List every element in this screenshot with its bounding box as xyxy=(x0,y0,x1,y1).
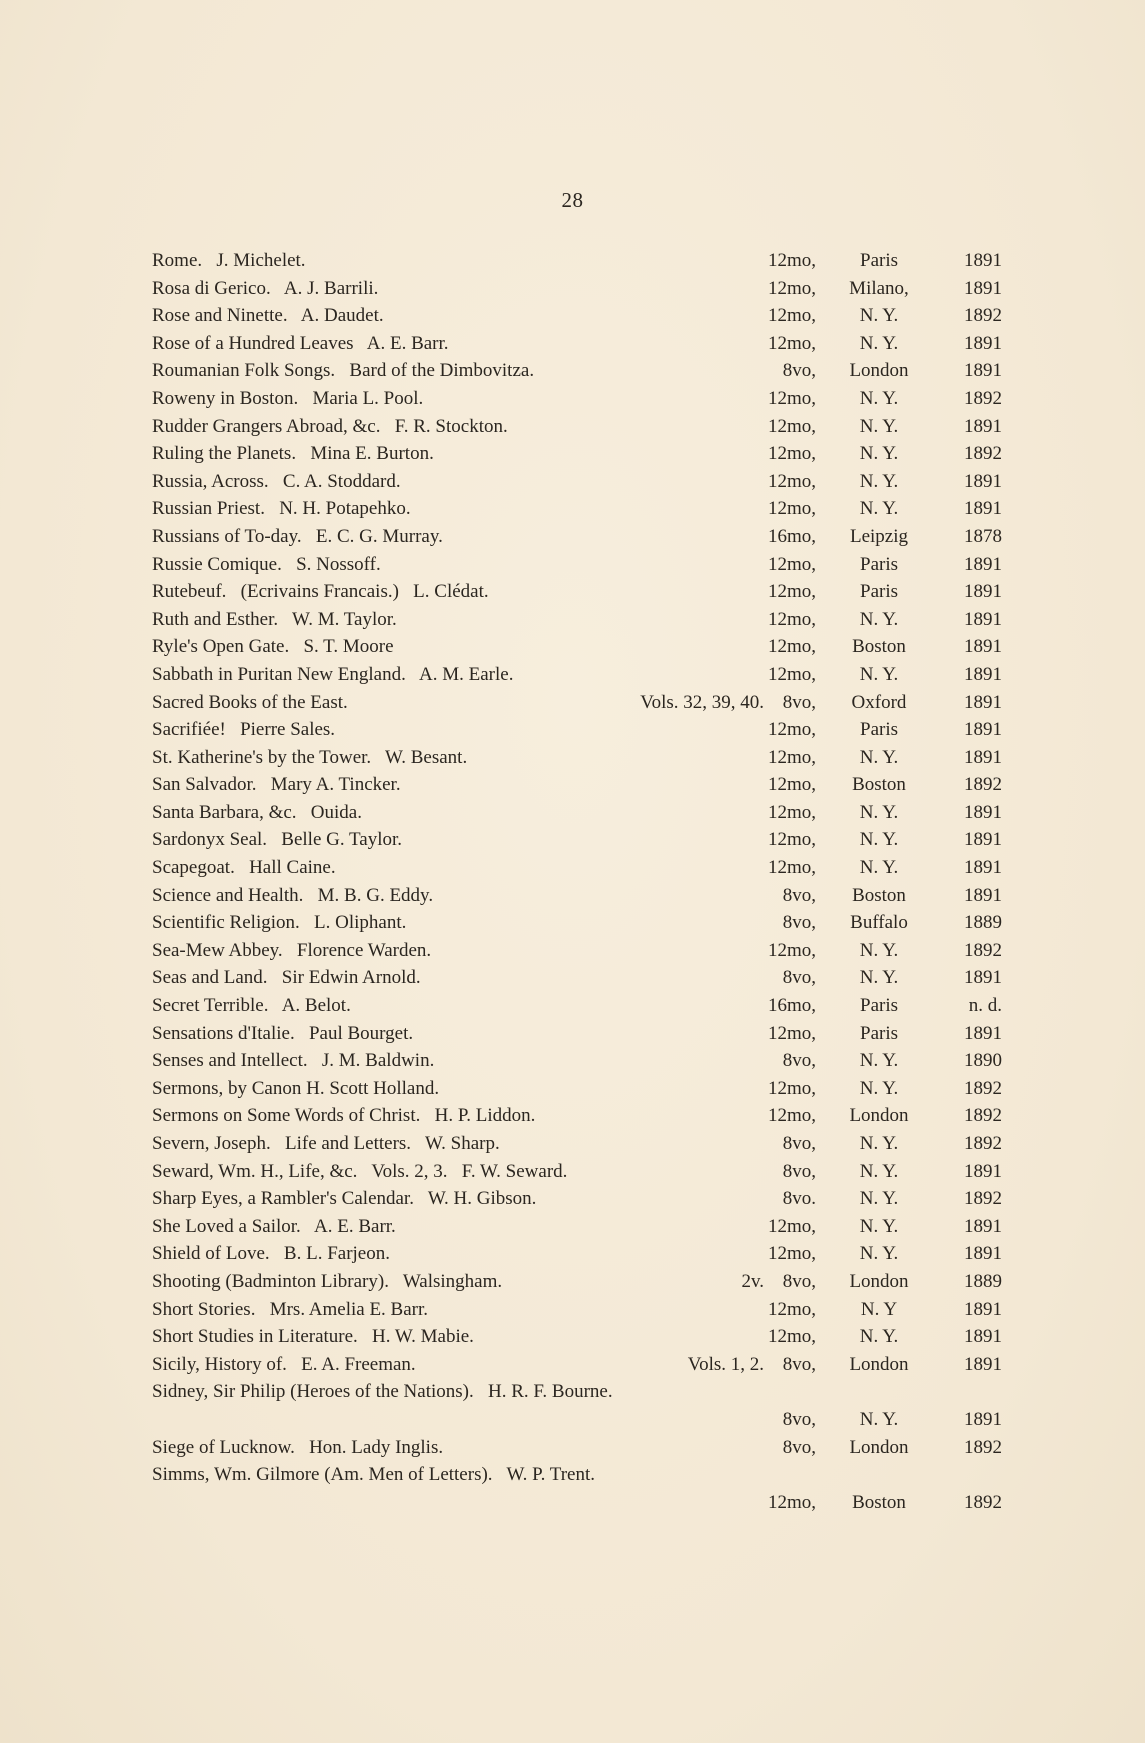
entry-year: 1892 xyxy=(964,305,1002,327)
entry-line xyxy=(152,909,1002,937)
entry-title: Sensations d'Italie. Paul Bourget. xyxy=(152,1022,414,1044)
entry-place: N. Y. xyxy=(859,829,899,851)
entry-title: Ruling the Planets. Mina E. Burton. xyxy=(152,443,434,465)
entry-volumes: 2v. xyxy=(741,1270,764,1292)
entry-format: 8vo, xyxy=(782,1353,816,1375)
catalog-entry xyxy=(152,689,1002,717)
entry-format: 12mo, xyxy=(767,250,816,271)
entry-title: She Loved a Sailor. A. E. Barr. xyxy=(152,1215,396,1237)
entry-line xyxy=(152,689,1002,717)
entry-format: 12mo, xyxy=(767,1105,816,1127)
entry-title: Short Studies in Literature. H. W. Mabie. xyxy=(152,1326,474,1348)
entry-line xyxy=(152,1213,1002,1241)
entry-line xyxy=(152,1075,1002,1103)
entry-line xyxy=(152,1323,1002,1351)
entry-format: 12mo, xyxy=(767,801,816,823)
entry-place: Paris xyxy=(860,553,898,575)
entry-line xyxy=(152,1240,1002,1268)
entry-year: 1891 xyxy=(964,857,1002,879)
entry-place: Paris xyxy=(860,995,898,1017)
entry-place: London xyxy=(849,1353,909,1375)
entry-year: 1891 xyxy=(964,829,1002,851)
entry-line xyxy=(152,247,1002,275)
entry-place: London xyxy=(849,360,909,382)
entry-year: 1891 xyxy=(964,470,1002,492)
entry-line xyxy=(152,330,1002,358)
catalog-entry xyxy=(152,1296,1002,1324)
entry-format: 8vo, xyxy=(782,360,816,382)
entry-year: 1891 xyxy=(964,1353,1002,1375)
entry-line-continued xyxy=(152,1489,1002,1517)
entry-place: London xyxy=(849,1270,909,1292)
entry-title: Russie Comique. S. Nossoff. xyxy=(152,553,381,575)
entry-year: 1892 xyxy=(964,1188,1002,1210)
catalog-entry xyxy=(152,633,1002,661)
entry-format: 12mo, xyxy=(767,1022,816,1044)
entry-line xyxy=(152,1378,1002,1406)
entry-format: 12mo, xyxy=(767,1077,816,1099)
entry-format: 12mo, xyxy=(767,305,816,327)
entry-volumes: Vols. 32, 39, 40. xyxy=(640,691,764,713)
entry-title: Secret Terrible. A. Belot. xyxy=(152,995,351,1017)
entry-year: n. d. xyxy=(968,995,1002,1017)
entry-place: Buffalo xyxy=(850,912,908,934)
entry-year: 1891 xyxy=(964,415,1002,437)
entry-format: 12mo, xyxy=(767,636,816,658)
entry-format: 8vo, xyxy=(782,1133,816,1154)
entry-place: N. Y. xyxy=(859,332,899,354)
entry-line xyxy=(152,1158,1002,1186)
entry-title: Rudder Grangers Abroad, &c. F. R. Stockton. xyxy=(152,415,508,437)
entry-year: 1892 xyxy=(964,939,1002,961)
entry-year: 1891 xyxy=(964,581,1002,603)
entry-year: 1891 xyxy=(964,360,1002,382)
entry-format: 12mo, xyxy=(767,608,816,630)
entry-title: Sicily, History of. E. A. Freeman. xyxy=(152,1353,416,1375)
entry-place: N. Y. xyxy=(859,1050,899,1072)
catalog-entry xyxy=(152,1020,1002,1048)
entry-volumes: Vols. 1, 2. xyxy=(687,1353,764,1375)
catalog-entry xyxy=(152,661,1002,689)
entry-format: 12mo, xyxy=(767,443,816,465)
catalog-entry xyxy=(152,247,1002,275)
entry-format: 8vo, xyxy=(782,691,816,713)
entry-year: 1878 xyxy=(964,525,1002,547)
entry-title: Roweny in Boston. Maria L. Pool. xyxy=(152,387,424,409)
entry-format: 12mo, xyxy=(767,1491,816,1513)
catalog-entry xyxy=(152,1268,1002,1296)
entry-place: N. Y. xyxy=(859,1160,899,1182)
entry-place: N. Y. xyxy=(859,857,899,879)
entry-title: Short Stories. Mrs. Amelia E. Barr. xyxy=(152,1298,429,1320)
entry-line xyxy=(152,302,1002,330)
entry-line xyxy=(152,1130,1002,1158)
entry-title: Russian Priest. N. H. Potapehko. xyxy=(152,498,411,520)
entry-title: Rose of a Hundred Leaves A. E. Barr. xyxy=(152,332,449,354)
entry-line xyxy=(152,826,1002,854)
catalog-entry xyxy=(152,854,1002,882)
entry-place: N. Y. xyxy=(859,470,899,492)
entry-format: 12mo, xyxy=(767,663,816,685)
entry-line xyxy=(152,385,1002,413)
entry-year: 1891 xyxy=(964,250,1002,271)
entry-line xyxy=(152,523,1002,551)
entry-year: 1891 xyxy=(964,1408,1002,1430)
page-number: 28 xyxy=(561,188,584,212)
entry-format: 8vo, xyxy=(782,1270,816,1292)
entry-place: N. Y. xyxy=(859,1215,899,1237)
entry-place: N. Y. xyxy=(859,1326,899,1348)
catalog-entry xyxy=(152,523,1002,551)
catalog-entry xyxy=(152,1461,1002,1516)
catalog-entry xyxy=(152,357,1002,385)
entry-line xyxy=(152,964,1002,992)
entry-year: 1892 xyxy=(964,1491,1002,1513)
catalog-entry xyxy=(152,882,1002,910)
entry-line xyxy=(152,413,1002,441)
entry-line xyxy=(152,1434,1002,1462)
catalog-entry xyxy=(152,330,1002,358)
entry-year: 1891 xyxy=(964,691,1002,713)
entry-format: 8vo, xyxy=(782,1408,816,1430)
entry-title: Sea-Mew Abbey. Florence Warden. xyxy=(152,939,432,961)
entry-year: 1891 xyxy=(964,636,1002,658)
entry-format: 12mo, xyxy=(767,1243,816,1265)
entry-line xyxy=(152,275,1002,303)
entry-format: 12mo, xyxy=(767,498,816,520)
entry-format: 12mo, xyxy=(767,470,816,492)
entry-title: Sacred Books of the East. xyxy=(152,691,348,713)
entry-line xyxy=(152,1461,1002,1489)
entry-year: 1891 xyxy=(964,1215,1002,1237)
entry-title: Sermons, by Canon H. Scott Holland. xyxy=(152,1077,440,1099)
entry-place: N. Y. xyxy=(859,443,899,465)
entry-year: 1892 xyxy=(964,1133,1002,1154)
entry-place: Paris xyxy=(860,1022,898,1044)
entry-line xyxy=(152,578,1002,606)
catalog-entry xyxy=(152,1213,1002,1241)
entry-place: N. Y. xyxy=(859,746,899,768)
entry-title: Rome. J. Michelet. xyxy=(152,250,306,271)
catalog-entry xyxy=(152,771,1002,799)
entry-title: Severn, Joseph. Life and Letters. W. Sharp. xyxy=(152,1133,500,1154)
entry-year: 1890 xyxy=(964,1050,1002,1072)
entry-year: 1891 xyxy=(964,1298,1002,1320)
catalog-entries xyxy=(152,247,1002,1516)
entry-title: Sidney, Sir Philip (Heroes of the Nations). H. R. F. Bourne. xyxy=(152,1381,613,1403)
entry-title: Rosa di Gerico. A. J. Barrili. xyxy=(152,277,379,299)
entry-year: 1891 xyxy=(964,277,1002,299)
entry-line xyxy=(152,661,1002,689)
entry-format: 16mo, xyxy=(767,995,816,1017)
entry-place: Leipzig xyxy=(849,525,909,547)
entry-title: Rose and Ninette. A. Daudet. xyxy=(152,305,384,327)
entry-year: 1891 xyxy=(964,719,1002,741)
entry-year: 1892 xyxy=(964,443,1002,465)
entry-place: N. Y. xyxy=(859,498,899,520)
entry-place: Paris xyxy=(860,581,898,603)
catalog-entry xyxy=(152,578,1002,606)
entry-title: Santa Barbara, &c. Ouida. xyxy=(152,801,362,823)
entry-format: 8vo, xyxy=(782,1160,816,1182)
entry-format: 8vo, xyxy=(782,1436,816,1458)
entry-line xyxy=(152,440,1002,468)
entry-line xyxy=(152,633,1002,661)
entry-format: 8vo, xyxy=(782,912,816,934)
entry-format: 8vo. xyxy=(782,1188,816,1210)
entry-line xyxy=(152,606,1002,634)
entry-format: 12mo, xyxy=(767,332,816,354)
entry-year: 1891 xyxy=(964,884,1002,906)
entry-title: Seward, Wm. H., Life, &c. Vols. 2, 3. F. W. Seward. xyxy=(152,1160,568,1182)
entry-title: Scientific Religion. L. Oliphant. xyxy=(152,912,407,934)
catalog-entry xyxy=(152,385,1002,413)
entry-title: Rutebeuf. (Ecrivains Francais.) L. Clédat. xyxy=(152,581,489,603)
catalog-entry xyxy=(152,275,1002,303)
entry-place: N. Y. xyxy=(859,305,899,327)
entry-year: 1892 xyxy=(964,774,1002,796)
entry-line xyxy=(152,854,1002,882)
entry-title: St. Katherine's by the Tower. W. Besant. xyxy=(152,746,468,768)
entry-place: Paris xyxy=(860,250,898,271)
entry-year: 1891 xyxy=(964,1243,1002,1265)
entry-format: 12mo, xyxy=(767,939,816,961)
entry-place: N. Y. xyxy=(859,1408,899,1430)
entry-place: Paris xyxy=(860,719,898,741)
entry-line xyxy=(152,1351,1002,1379)
catalog-entry xyxy=(152,1047,1002,1075)
entry-title: Ryle's Open Gate. S. T. Moore xyxy=(152,636,394,658)
entry-place: N. Y. xyxy=(859,608,899,630)
entry-year: 1892 xyxy=(964,1077,1002,1099)
entry-year: 1891 xyxy=(964,1160,1002,1182)
entry-year: 1891 xyxy=(964,498,1002,520)
entry-title: Scapegoat. Hall Caine. xyxy=(152,857,336,879)
entry-title: Ruth and Esther. W. M. Taylor. xyxy=(152,608,397,630)
entry-place: N. Y. xyxy=(859,387,899,409)
catalog-entry xyxy=(152,1378,1002,1433)
entry-format: 12mo, xyxy=(767,553,816,575)
entry-year: 1891 xyxy=(964,332,1002,354)
catalog-entry xyxy=(152,937,1002,965)
entry-line xyxy=(152,1296,1002,1324)
entry-title: Russia, Across. C. A. Stoddard. xyxy=(152,470,401,492)
catalog-entry xyxy=(152,495,1002,523)
catalog-entry xyxy=(152,1158,1002,1186)
entry-format: 12mo, xyxy=(767,387,816,409)
entry-place: N. Y. xyxy=(859,967,899,989)
catalog-entry xyxy=(152,1102,1002,1130)
catalog-entry xyxy=(152,1240,1002,1268)
entry-year: 1892 xyxy=(964,387,1002,409)
entry-title: Sermons on Some Words of Christ. H. P. Liddon. xyxy=(152,1105,536,1127)
entry-format: 8vo, xyxy=(782,1050,816,1072)
entry-format: 12mo, xyxy=(767,857,816,879)
entry-format: 12mo, xyxy=(767,746,816,768)
entry-year: 1891 xyxy=(964,1326,1002,1348)
entry-title: Sacrifiée! Pierre Sales. xyxy=(152,719,336,741)
entry-year: 1891 xyxy=(964,1022,1002,1044)
catalog-entry xyxy=(152,1075,1002,1103)
entry-title: Sardonyx Seal. Belle G. Taylor. xyxy=(152,829,403,851)
entry-title: Siege of Lucknow. Hon. Lady Inglis. xyxy=(152,1436,444,1458)
entry-format: 12mo, xyxy=(767,774,816,796)
entry-year: 1891 xyxy=(964,746,1002,768)
entry-line xyxy=(152,744,1002,772)
catalog-entry xyxy=(152,413,1002,441)
catalog-entry xyxy=(152,1130,1002,1158)
entry-format: 8vo, xyxy=(782,884,816,906)
entry-line xyxy=(152,1020,1002,1048)
entry-year: 1891 xyxy=(964,967,1002,989)
catalog-entry xyxy=(152,551,1002,579)
entry-line xyxy=(152,937,1002,965)
entry-line-continued xyxy=(152,1406,1002,1434)
entry-title: San Salvador. Mary A. Tincker. xyxy=(152,774,401,796)
entry-line xyxy=(152,1102,1002,1130)
entry-place: London xyxy=(849,1105,909,1127)
entry-line xyxy=(152,357,1002,385)
entry-year: 1892 xyxy=(964,1436,1002,1458)
entry-title: Shooting (Badminton Library). Walsingham. xyxy=(152,1270,503,1292)
entry-format: 12mo, xyxy=(767,719,816,741)
entry-title: Senses and Intellect. J. M. Baldwin. xyxy=(152,1050,435,1072)
entry-year: 1891 xyxy=(964,801,1002,823)
entry-line xyxy=(152,799,1002,827)
catalog-entry xyxy=(152,1434,1002,1462)
entry-place: Boston xyxy=(852,1491,906,1513)
entry-year: 1892 xyxy=(964,1105,1002,1127)
entry-format: 12mo, xyxy=(767,829,816,851)
catalog-entry xyxy=(152,606,1002,634)
catalog-entry xyxy=(152,1323,1002,1351)
entry-place: N. Y. xyxy=(859,1188,899,1210)
entry-line xyxy=(152,1047,1002,1075)
entry-place: Boston xyxy=(852,636,906,658)
entry-format: 8vo, xyxy=(782,967,816,989)
entry-format: 12mo, xyxy=(767,1215,816,1237)
entry-year: 1891 xyxy=(964,553,1002,575)
catalog-entry xyxy=(152,468,1002,496)
catalog-entry xyxy=(152,1185,1002,1213)
entry-place: N. Y. xyxy=(859,1077,899,1099)
entry-place: N. Y. xyxy=(859,663,899,685)
catalog-entry xyxy=(152,440,1002,468)
entry-year: 1889 xyxy=(964,912,1002,934)
entry-place: N. Y. xyxy=(859,1133,899,1154)
catalog-entry xyxy=(152,302,1002,330)
entry-title: Russians of To-day. E. C. G. Murray. xyxy=(152,525,443,547)
entry-title: Science and Health. M. B. G. Eddy. xyxy=(152,884,434,906)
catalog-entry xyxy=(152,1351,1002,1379)
entry-line xyxy=(152,551,1002,579)
entry-title: Sharp Eyes, a Rambler's Calendar. W. H. Gibson. xyxy=(152,1188,537,1210)
catalog-entry xyxy=(152,992,1002,1020)
entry-line xyxy=(152,716,1002,744)
entry-place: N. Y. xyxy=(859,415,899,437)
catalog-entry xyxy=(152,964,1002,992)
entry-title: Simms, Wm. Gilmore (Am. Men of Letters). W. P. Trent. xyxy=(152,1464,595,1486)
catalog-entry xyxy=(152,716,1002,744)
entry-format: 12mo, xyxy=(767,277,816,299)
entry-place: Oxford xyxy=(851,691,907,713)
catalog-entry xyxy=(152,826,1002,854)
entry-place: Boston xyxy=(852,774,906,796)
entry-format: 12mo, xyxy=(767,1298,816,1320)
entry-line xyxy=(152,1185,1002,1213)
entry-format: 12mo, xyxy=(767,1326,816,1348)
entry-place: N. Y. xyxy=(859,801,899,823)
entry-title: Sabbath in Puritan New England. A. M. Earle. xyxy=(152,663,514,685)
entry-title: Roumanian Folk Songs. Bard of the Dimbovitza. xyxy=(152,360,535,382)
entry-format: 12mo, xyxy=(767,581,816,603)
entry-year: 1891 xyxy=(964,663,1002,685)
entry-line xyxy=(152,1268,1002,1296)
entry-place: London xyxy=(849,1436,909,1458)
catalog-entry xyxy=(152,799,1002,827)
catalog-entry xyxy=(152,909,1002,937)
catalog-entry xyxy=(152,744,1002,772)
entry-title: Seas and Land. Sir Edwin Arnold. xyxy=(152,967,421,989)
entry-line xyxy=(152,771,1002,799)
entry-year: 1889 xyxy=(964,1270,1002,1292)
entry-place: N. Y. xyxy=(859,1243,899,1265)
entry-line xyxy=(152,992,1002,1020)
entry-format: 12mo, xyxy=(767,415,816,437)
entry-format: 16mo, xyxy=(767,525,816,547)
entry-title: Shield of Love. B. L. Farjeon. xyxy=(152,1243,390,1265)
entry-place: Boston xyxy=(852,884,906,906)
entry-place: N. Y. xyxy=(859,939,899,961)
entry-line xyxy=(152,495,1002,523)
entry-place: Milano, xyxy=(849,277,909,299)
entry-line xyxy=(152,468,1002,496)
entry-year: 1891 xyxy=(964,608,1002,630)
entry-line xyxy=(152,882,1002,910)
entry-place: N. Y xyxy=(860,1298,898,1320)
